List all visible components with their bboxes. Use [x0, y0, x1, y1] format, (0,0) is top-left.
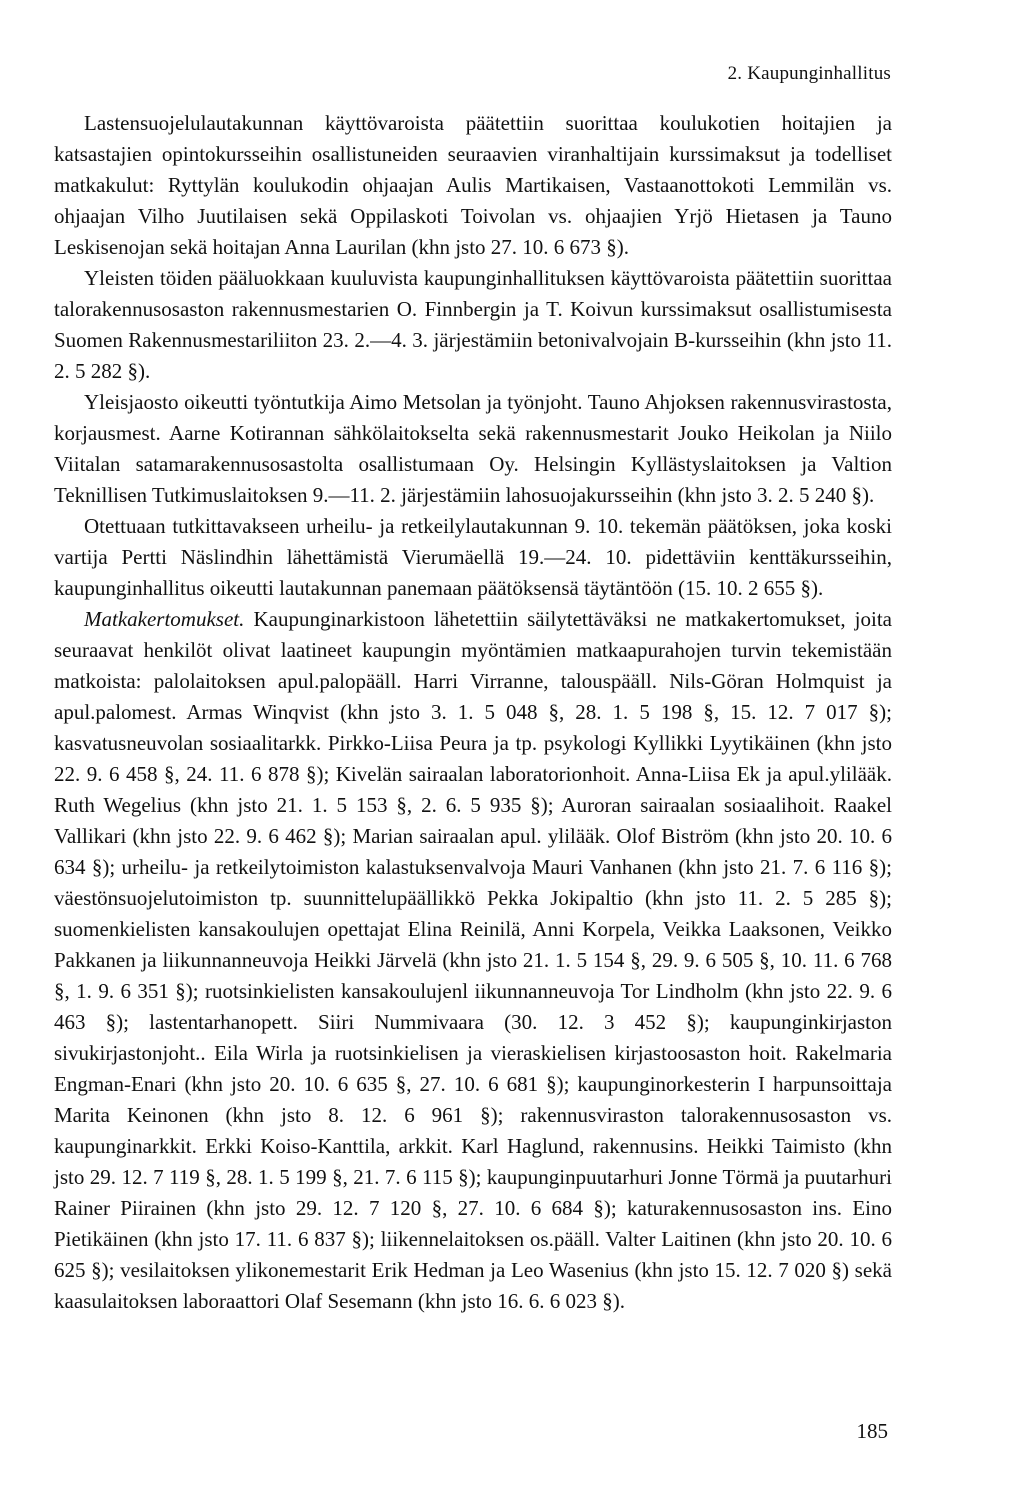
paragraph-yleisten-toiden: Yleisten töiden pääluokkaan kuuluvista kaupunginhallituksen käyttövaroista päätettiin suorittaa talorakennusosaston rakennusmestarien O. Finnbergin ja T. Koivun kurssimaksut osallistumisesta Suomen Rakennusmestariliiton 23. 2.—4. 3. järjestämiin betonivalvojain B-kursseihin (khn jsto 11. 2. 5 282 §). — [54, 266, 892, 383]
section-heading-matkakertomukset: Matkakertomukset. — [84, 607, 245, 631]
paragraph-matkakertomukset — [54, 604, 892, 1317]
running-head: 2. Kaupunginhallitus — [727, 63, 891, 84]
paragraph-urheilu: Otettuaan tutkittavakseen urheilu- ja retkeilylautakunnan 9. 10. tekemän päätöksen, joka koski vartija Pertti Näslindhin lähettämistä Vierumäellä 19.—24. 10. pidettäviin kenttäkursseihin, kaupunginhallitus oikeutti lautakunnan panemaan päätöksensä täytäntöön (15. 10. 2 655 §). — [54, 514, 892, 600]
paragraph-lastensuojelu: Lastensuojelulautakunnan käyttövaroista päätettiin suorittaa koulukotien hoitajien ja katsastajien opintokursseihin osallistuneiden seuraavien viranhaltijain kurssimaksut ja todelliset matkakulut: Ryttylän koulukodin ohjaajan Aulis Martikaisen, Vastaanottokoti Lemmilän vs. ohjaajan Vilho Juutilaisen sekä Oppilaskoti Toivolan vs. ohjaajien Yrjö Hietasen ja Tauno Leskisenojan sekä hoitajan Anna Laurilan (khn jsto 27. 10. 6 673 §). — [54, 111, 892, 259]
paragraph-matkakertomukset-text: Kaupunginarkistoon lähetettiin säilytettäväksi ne matkakertomukset, joita seuraavat henkilöt olivat laatineet kaupungin myöntämien matkaapurahojen turvin tekemistään matkoista: palolaitoksen apul.palopääll. Harri Virranne, talouspääll. Nils-Göran Holmquist ja apul.palomest. Armas Winqvist (khn jsto 3. 1. 5 048 §, 28. 1. 5 198 §, 15. 12. 7 017 §); kasvatusneuvolan sosiaalitarkk. Pirkko-Liisa Peura ja tp. psykologi Kyllikki Lyytikäinen (khn jsto 22. 9. 6 458 §, 24. 11. 6 878 §); Kivelän sairaalan laboratorionhoit. Anna-Liisa Ek ja apul.ylilääk. Ruth Wegelius (khn jsto 21. 1. 5 153 §, 2. 6. 5 935 §); Auroran sairaalan sosiaalihoit. Raakel Vallikari (khn jsto 22. 9. 6 462 §); Marian sairaalan apul. ylilääk. Olof Biström (khn jsto 20. 10. 6 634 §); urheilu- ja retkeilytoimiston kalastuksenvalvoja Mauri Vanhanen (khn jsto 21. 7. 6 116 §); väestönsuojelutoimiston tp. suunnittelupäällikkö Pekka Jokipaltio (khn jsto 11. 2. 5 285 §); suomenkielisten kansakoulujen opettajat Elina Reinilä, Anni Korpela, Veikka Laaksonen, Veikko Pakkanen ja liikunnanneuvoja Heikki Järvelä (khn jsto 21. 1. 5 154 §, 29. 9. 6 505 §, 10. 11. 6 768 §, 1. 9. 6 351 §); ruotsinkielisten kansakoulujenl iikunnanneuvoja Tor Lindholm (khn jsto 22. 9. 6 463 §); lastentarhanopett. Siiri Nummivaara (30. 12. 3 452 §); kaupunginkirjaston sivukirjastonjoht.. Eila Wirla ja ruotsinkielisen ja vieraskielisen kirjastoosaston hoit. Rakelmaria Engman-Enari (khn jsto 20. 10. 6 635 §, 27. 10. 6 681 §); kaupunginorkesterin I harpunsoittaja Marita Keinonen (khn jsto 8. 12. 6 961 §); rakennusviraston talorakennusosaston vs. kaupunginarkkit. Erkki Koiso-Kanttila, arkkit. Karl Haglund, rakennusins. Heikki Taimisto (khn jsto 29. 12. 7 119 §, 28. 1. 5 199 §, 21. 7. 6 115 §); kaupunginpuutarhuri Jonne Törmä ja puutarhuri Rainer Piirainen (khn jsto 29. 12. 7 120 §, 27. 10. 6 684 §); katurakennusosaston ins. Eino Pietikäinen (khn jsto 17. 11. 6 837 §); liikennelaitoksen os.pääll. Valter Laitinen (khn jsto 20. 10. 6 625 §); vesilaitoksen ylikonemestarit Erik Hedman ja Leo Wasenius (khn jsto 15. 12. 7 020 §) sekä kaasulaitoksen laboraattori Olaf Sesemann (khn jsto 16. 6. 6 023 §). — [54, 607, 892, 1313]
paragraph-yleisjaosto: Yleisjaosto oikeutti työntutkija Aimo Metsolan ja työnjoht. Tauno Ahjoksen rakennusvirastosta, korjausmest. Aarne Kotirannan sähkölaitokselta sekä rakennusmestarit Jouko Heikolan ja Niilo Viitalan satamarakennusosastolta osallistumaan Oy. Helsingin Kyllästyslaitoksen ja Valtion Teknillisen Tutkimuslaitoksen 9.—11. 2. järjestämiin lahosuojakursseihin (khn jsto 3. 2. 5 240 §). — [54, 390, 892, 507]
body-text — [54, 108, 892, 1317]
page-number: 185 — [856, 1419, 888, 1443]
